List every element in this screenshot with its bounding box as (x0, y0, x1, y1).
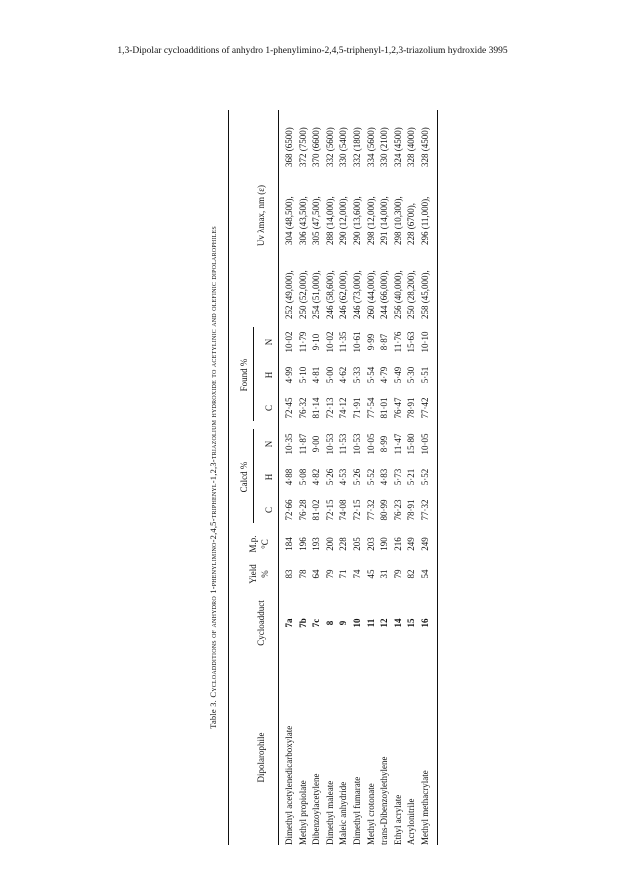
found-underline (253, 327, 254, 421)
cell-found-c: 81·14 (311, 397, 322, 419)
cell-dipolarophile: Dimethyl maleate (324, 780, 335, 845)
cell-uv1: 246 (62,000), (338, 270, 349, 319)
header-uv: Uv λmax, nm (ε) (256, 184, 266, 247)
cell-found-c: 72·13 (324, 397, 335, 419)
cell-found-c: 76·47 (392, 397, 403, 419)
cell-mp: 200 (324, 537, 335, 551)
cell-found-n: 9·10 (311, 333, 322, 351)
cell-uv3: 328 (4000) (406, 127, 417, 167)
cell-yield: 71 (338, 569, 349, 579)
header-rule (278, 110, 279, 845)
cell-uv2: 291 (14,000), (379, 196, 390, 245)
cell-dipolarophile: Dimethyl fumarate (352, 776, 362, 845)
cell-calc-c: 76·28 (297, 499, 308, 521)
top-rule (228, 110, 229, 845)
cell-calc-h: 5·26 (324, 468, 335, 486)
cell-found-n: 10·02 (324, 331, 335, 353)
cell-uv3: 324 (4500) (392, 127, 403, 167)
header-dipolarophile: Dipolarophile (256, 732, 266, 783)
cell-dipolarophile: trans-Dibenzoylethylene (379, 756, 390, 845)
cell-uv2: 305 (47,500), (311, 196, 322, 245)
cell-yield: 78 (297, 569, 308, 579)
cell-uv3: 332 (5600) (324, 127, 335, 167)
header-yield: Yield (248, 564, 258, 584)
cell-yield: 83 (284, 569, 294, 579)
cell-calc-n: 11·87 (297, 433, 308, 455)
cell-uv3: 332 (1800) (352, 127, 362, 167)
cell-uv3: 330 (2100) (379, 127, 390, 167)
cell-found-c: 78·91 (406, 397, 417, 419)
cell-calc-c: 72·15 (324, 499, 335, 521)
cell-calc-h: 5·52 (365, 468, 376, 486)
header-calcd-h: H (264, 473, 274, 481)
cell-calc-n: 10·53 (352, 433, 362, 455)
cell-yield: 82 (406, 569, 417, 579)
cell-found-h: 5·30 (406, 366, 417, 384)
cell-found-n: 15·63 (406, 331, 417, 353)
cell-found-n: 9·99 (365, 333, 376, 351)
cell-uv3: 334 (5600) (365, 127, 376, 167)
cell-mp: 249 (420, 537, 430, 551)
cell-mp: 193 (311, 537, 322, 551)
cell-uv2: 228 (6700), (406, 203, 417, 245)
cell-uv1: 246 (58,600), (324, 270, 335, 319)
cell-mp: 190 (379, 537, 390, 551)
cell-calc-n: 9·00 (311, 435, 322, 453)
cell-found-n: 11·35 (338, 331, 349, 353)
header-calcd-c: C (264, 507, 274, 514)
cell-found-h: 5·51 (420, 366, 430, 384)
cell-cycloadduct: 7b (297, 618, 308, 628)
cell-calc-n: 11·53 (338, 433, 349, 455)
table-caption-label: Table 3. (208, 700, 218, 729)
cell-uv3: 368 (6500) (284, 127, 294, 167)
header-cycloadduct: Cycloadduct (256, 600, 266, 646)
cell-cycloadduct: 12 (379, 618, 390, 628)
cell-calc-n: 10·53 (324, 433, 335, 455)
cell-uv2: 298 (10,300), (392, 196, 403, 245)
header-calcd-n: N (264, 440, 274, 448)
cell-found-n: 10·10 (420, 331, 430, 353)
cell-calc-h: 4·83 (379, 468, 390, 486)
cell-found-n: 11·76 (392, 331, 403, 353)
cell-uv2: 288 (14,000), (324, 196, 335, 245)
cell-dipolarophile: Ethyl acrylate (392, 794, 403, 845)
cell-cycloadduct: 14 (392, 618, 403, 628)
cell-dipolarophile: Dibenzoylacetylene (311, 773, 322, 845)
cell-yield: 79 (392, 569, 403, 579)
cell-found-h: 4·62 (338, 366, 349, 384)
cell-found-n: 10·02 (284, 331, 294, 353)
cell-calc-n: 11·47 (392, 433, 403, 455)
cell-uv1: 244 (66,000), (379, 270, 390, 319)
header-yield-unit: % (260, 570, 270, 578)
cell-found-c: 72·45 (284, 397, 294, 419)
cell-found-h: 4·81 (311, 366, 322, 384)
cell-uv2: 290 (13,600), (352, 196, 362, 245)
cell-found-c: 76·32 (297, 397, 308, 419)
cell-calc-h: 4·88 (284, 468, 294, 486)
cell-found-c: 71·91 (352, 397, 362, 419)
cell-mp: 203 (365, 537, 376, 551)
table-caption (208, 110, 218, 845)
cell-uv2: 306 (43,500), (297, 196, 308, 245)
cell-calc-c: 77·32 (365, 499, 376, 521)
cell-cycloadduct: 7a (284, 618, 294, 628)
cell-dipolarophile: Maleic anhydride (338, 781, 349, 845)
cell-found-n: 8·87 (379, 333, 390, 351)
header-found-c: C (264, 405, 274, 412)
running-head: 1,3-Dipolar cycloadditions of anhydro 1-phenylimino-2,4,5-triphenyl-1,2,3-triazolium hydroxide 3995 (117, 46, 508, 56)
cell-yield: 64 (311, 569, 322, 579)
cell-dipolarophile: Methyl methacrylate (420, 770, 430, 845)
cell-cycloadduct: 9 (338, 620, 349, 626)
cell-yield: 54 (420, 569, 430, 579)
cell-calc-h: 4·53 (338, 468, 349, 486)
cell-found-h: 4·99 (284, 366, 294, 384)
bottom-rule (437, 110, 438, 845)
cell-calc-c: 80·99 (379, 499, 390, 521)
cell-yield: 31 (379, 569, 390, 579)
cell-found-c: 74·12 (338, 397, 349, 419)
cell-uv3: 370 (6600) (311, 127, 322, 167)
header-mp: M.p. (248, 535, 258, 553)
cell-uv3: 330 (5400) (338, 127, 349, 167)
cell-calc-c: 81·02 (311, 499, 322, 521)
cell-yield: 45 (365, 569, 376, 579)
cell-calc-n: 15·80 (406, 433, 417, 455)
calcd-underline (253, 429, 254, 523)
cell-calc-n: 8·99 (379, 435, 390, 453)
cell-found-h: 5·00 (324, 366, 335, 384)
cell-uv1: 250 (52,000), (297, 270, 308, 319)
cell-dipolarophile: Acrylonitrile (406, 798, 417, 845)
cell-uv2: 298 (12,000), (365, 196, 376, 245)
header-calcd: Calcd % (239, 461, 249, 493)
cell-calc-c: 77·32 (420, 499, 430, 521)
cell-cycloadduct: 16 (420, 618, 430, 628)
cell-uv3: 328 (4500) (420, 127, 430, 167)
cell-mp: 249 (406, 537, 417, 551)
cell-uv1: 258 (45,000), (420, 270, 430, 319)
cell-mp: 184 (284, 537, 294, 551)
cell-cycloadduct: 7c (311, 618, 322, 628)
cell-calc-h: 5·08 (297, 468, 308, 486)
cell-found-h: 5·10 (297, 366, 308, 384)
cell-cycloadduct: 10 (352, 618, 362, 628)
cell-yield: 79 (324, 569, 335, 579)
cell-uv1: 260 (44,000), (365, 270, 376, 319)
cell-mp: 196 (297, 537, 308, 551)
cell-uv3: 372 (7500) (297, 127, 308, 167)
cell-cycloadduct: 8 (324, 620, 335, 626)
cell-calc-c: 72·66 (284, 499, 294, 521)
cell-dipolarophile: Dimethyl acetylenedicarboxylate (284, 725, 294, 845)
cell-calc-h: 5·73 (392, 468, 403, 486)
cell-calc-n: 10·05 (365, 433, 376, 455)
cell-found-h: 5·54 (365, 366, 376, 384)
cell-found-h: 5·33 (352, 366, 362, 384)
cell-cycloadduct: 15 (406, 618, 417, 628)
cell-mp: 205 (352, 537, 362, 551)
rotated-table (208, 110, 448, 845)
header-found-n: N (264, 338, 274, 346)
cell-found-c: 77·54 (365, 397, 376, 419)
header-found: Found % (239, 358, 249, 392)
cell-calc-n: 10·35 (284, 433, 294, 455)
cell-uv1: 250 (28,200), (406, 270, 417, 319)
cell-cycloadduct: 11 (365, 618, 376, 628)
cell-calc-c: 76·23 (392, 499, 403, 521)
cell-uv2: 290 (12,000), (338, 196, 349, 245)
cell-found-h: 4·79 (379, 366, 390, 384)
cell-uv1: 254 (51,000), (311, 270, 322, 319)
cell-uv2: 304 (48,500), (284, 196, 294, 245)
header-found-h: H (264, 371, 274, 379)
cell-found-h: 5·49 (392, 366, 403, 384)
cell-dipolarophile: Methyl crotonate (365, 783, 376, 845)
cell-found-c: 77·42 (420, 397, 430, 419)
cell-calc-c: 74·08 (338, 499, 349, 521)
cell-uv1: 256 (40,000), (392, 270, 403, 319)
cell-calc-c: 72·15 (352, 499, 362, 521)
cell-calc-h: 5·52 (420, 468, 430, 486)
cell-uv1: 252 (49,000), (284, 270, 294, 319)
cell-calc-c: 78·91 (406, 499, 417, 521)
cell-found-n: 11·79 (297, 331, 308, 353)
cell-dipolarophile: Methyl propiolate (297, 780, 308, 845)
cell-calc-n: 10·05 (420, 433, 430, 455)
cell-uv1: 246 (73,000), (352, 270, 362, 319)
cell-calc-h: 5·21 (406, 468, 417, 486)
header-mp-unit: °C (260, 539, 270, 549)
cell-found-c: 81·01 (379, 397, 390, 419)
table-caption-text: Cycloadditions of anhydro 1-phenylimino-2,4,5-triphenyl-1,2,3-triazolium hydroxide to acetylinic and olefinic dipolarophiles (208, 226, 218, 698)
cell-calc-h: 5·26 (352, 468, 362, 486)
cell-yield: 74 (352, 569, 362, 579)
cell-calc-h: 4·82 (311, 468, 322, 486)
cell-mp: 216 (392, 537, 403, 551)
cell-uv2: 296 (11,000), (420, 196, 430, 245)
cell-found-n: 10·61 (352, 331, 362, 353)
cell-mp: 228 (338, 537, 349, 551)
